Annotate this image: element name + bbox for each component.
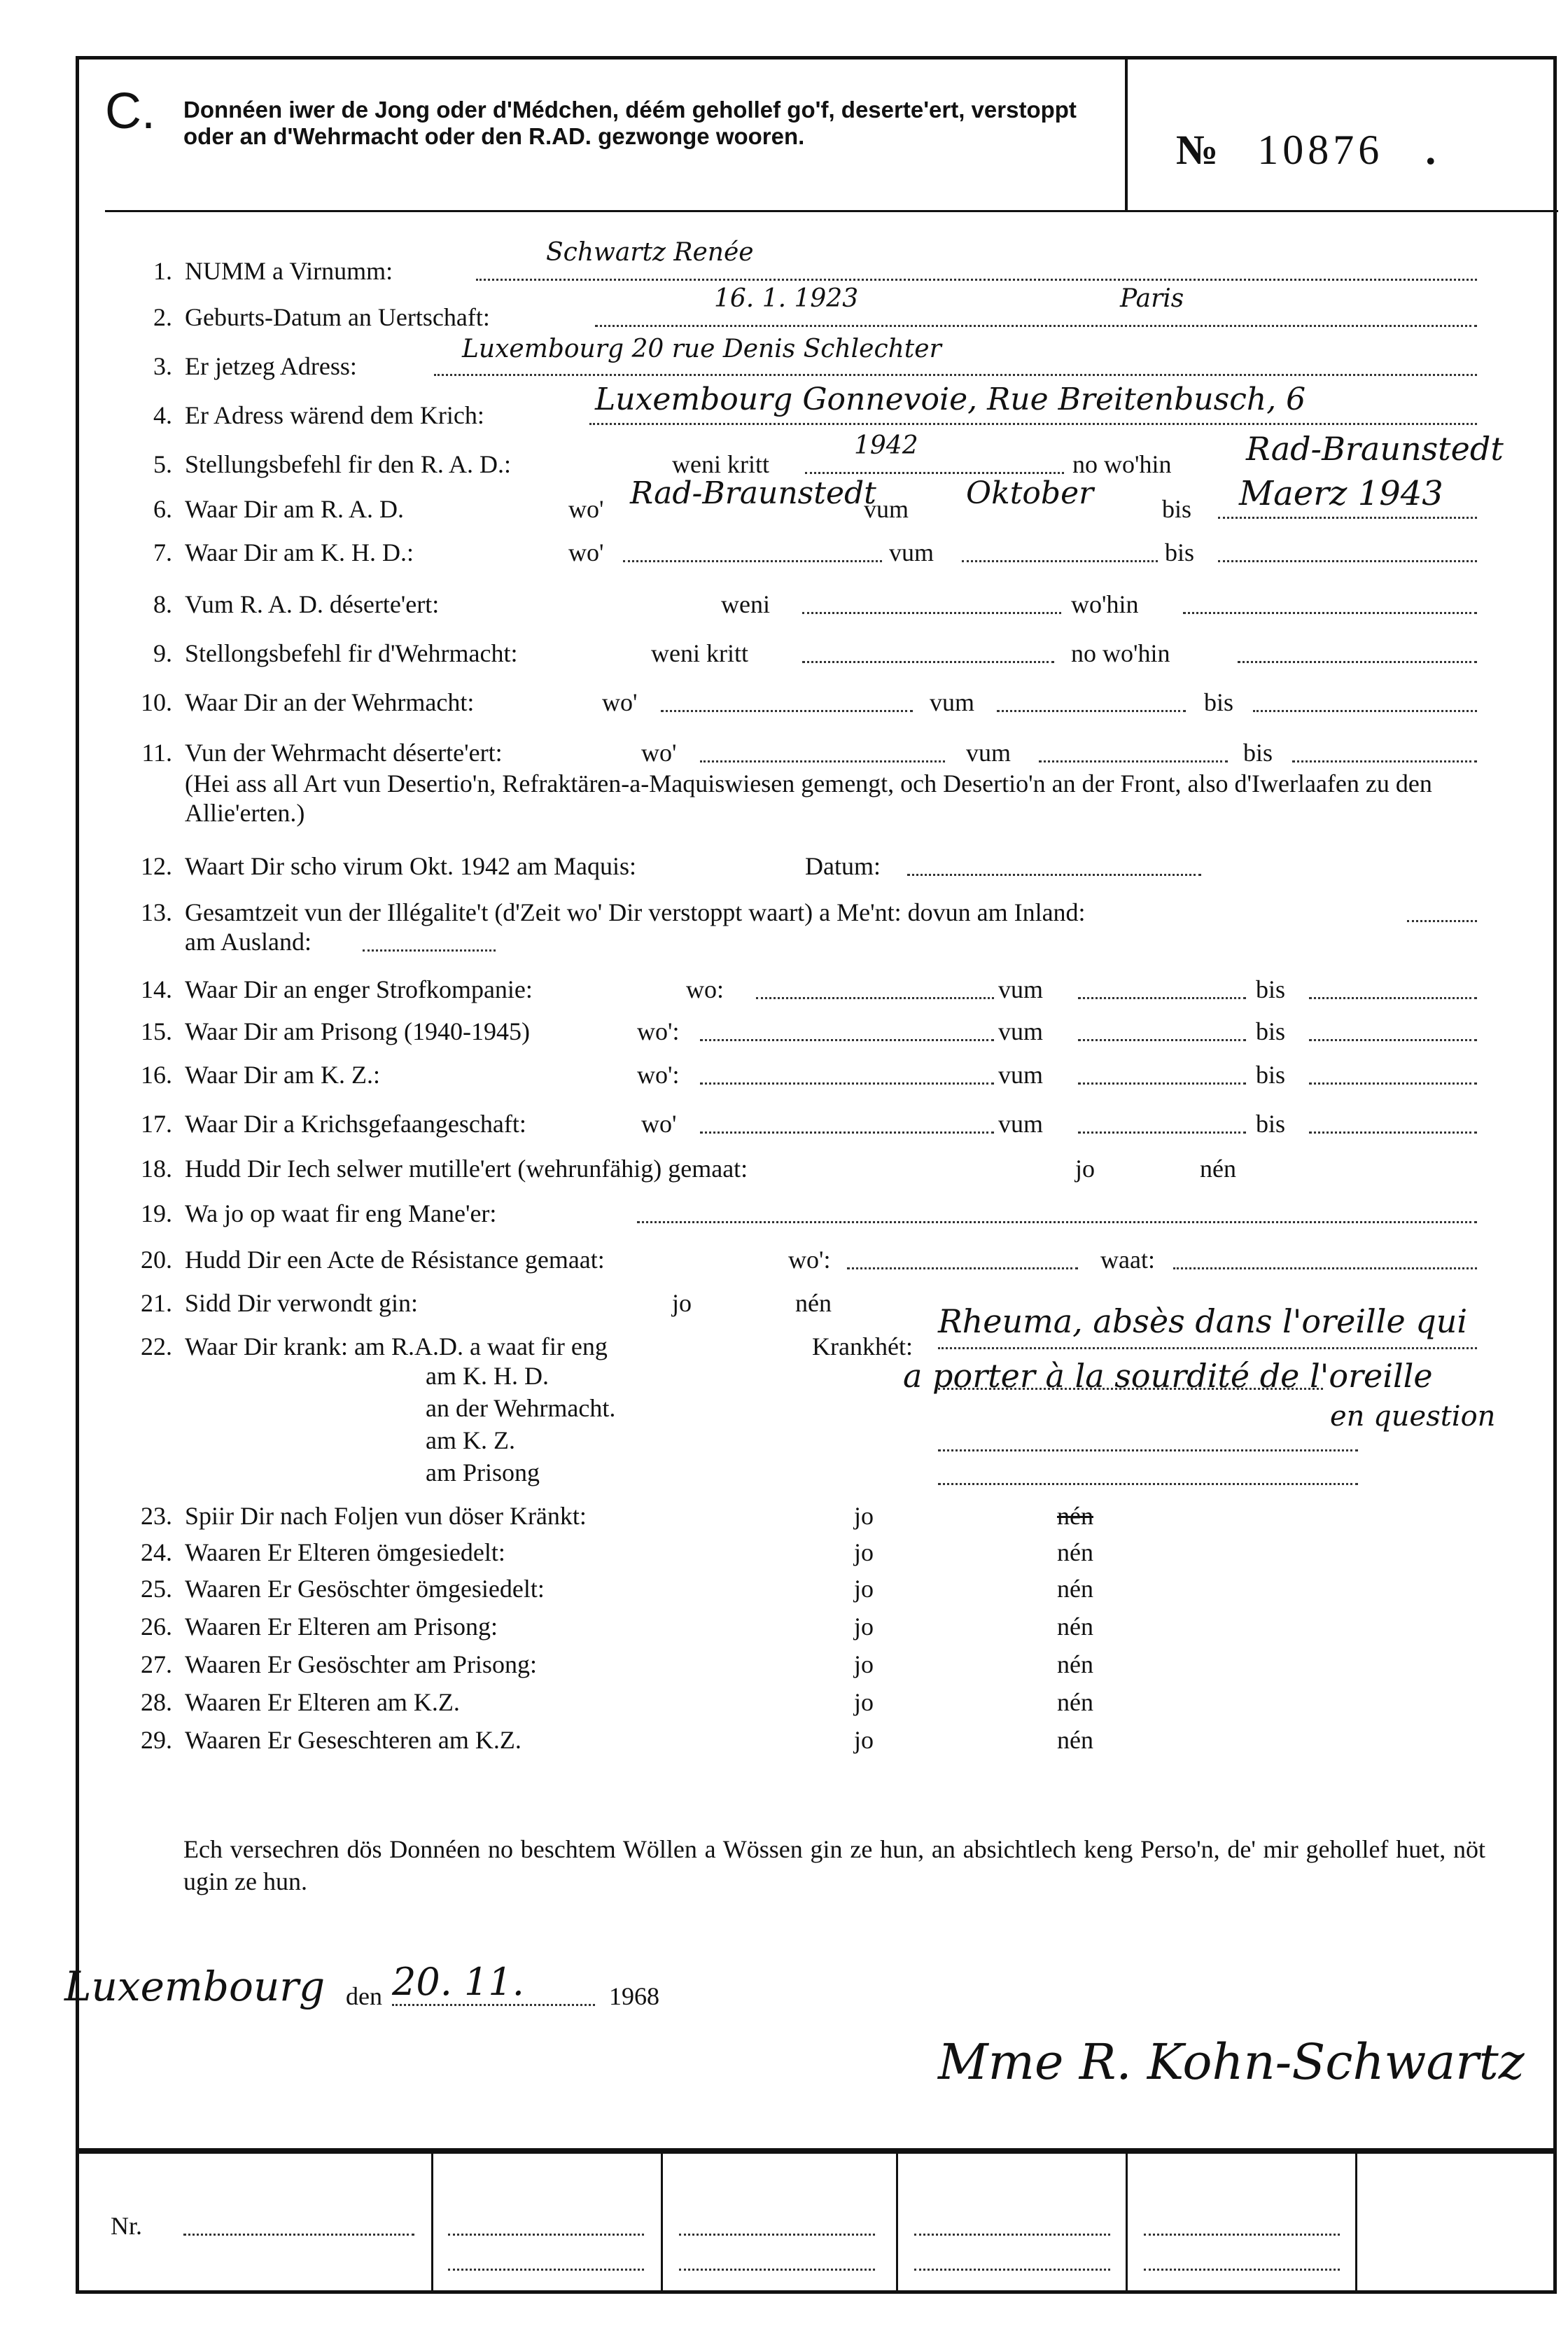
row-12-datum: Datum: bbox=[805, 852, 881, 880]
row-17: 17. Waar Dir a Krichsgefaangeschaft: bbox=[141, 1110, 526, 1138]
address-handwriting: Luxembourg 20 rue Denis Schlechter bbox=[462, 335, 941, 363]
row-27: 27. Waaren Er Gesöschter am Prisong: bbox=[141, 1650, 537, 1678]
row-29-jo[interactable]: jo bbox=[854, 1726, 874, 1754]
footer-nr-line[interactable] bbox=[183, 2234, 414, 2236]
row-8: 8. Vum R. A. D. déserte'ert: bbox=[153, 590, 440, 618]
header-divider bbox=[1125, 57, 1128, 210]
row-21: 21. Sidd Dir verwondt gin: bbox=[141, 1289, 418, 1317]
row-11: 11. Vun der Wehrmacht déserte'ert: bbox=[141, 739, 503, 767]
row-5-weni: weni kritt bbox=[672, 450, 769, 478]
row-9: 9. Stellongsbefehl fir d'Wehrmacht: bbox=[153, 639, 518, 667]
footer-line[interactable] bbox=[679, 2234, 875, 2236]
row-22-prisong: am Prisong bbox=[426, 1458, 540, 1486]
field-line[interactable] bbox=[363, 949, 496, 952]
row-19: 19. Wa jo op waat fir eng Mane'er: bbox=[141, 1199, 497, 1227]
field-line[interactable] bbox=[938, 1483, 1358, 1485]
footer-nr-label: Nr. bbox=[111, 2212, 142, 2240]
row-20: 20. Hudd Dir een Acte de Résistance gemaat: bbox=[141, 1246, 605, 1274]
row-9-weni: weni kritt bbox=[651, 639, 748, 667]
row-21-nen[interactable]: nén bbox=[795, 1289, 832, 1317]
row-24-jo[interactable]: jo bbox=[854, 1538, 874, 1566]
form-title: Donnéen iwer de Jong oder d'Médchen, déém gehollef go'f, deserte'ert, verstoppt oder an d'Wehrmacht oder den R.AD. gezwonge wooren. bbox=[183, 97, 1077, 149]
row-17-wo: wo' bbox=[641, 1110, 677, 1138]
row-16-vum: vum bbox=[998, 1061, 1044, 1089]
row-7-vum: vum bbox=[889, 538, 934, 566]
footer-cell-divider bbox=[431, 2154, 433, 2291]
row-22-krankhet: Krankhét: bbox=[812, 1332, 913, 1360]
row-14: 14. Waar Dir an enger Strofkompanie: bbox=[141, 975, 533, 1003]
row-4: 4. Er Adress wärend dem Krich: bbox=[153, 401, 484, 429]
field-line[interactable] bbox=[434, 374, 1477, 376]
row-17-vum: vum bbox=[998, 1110, 1044, 1138]
row-11-vum: vum bbox=[966, 739, 1011, 767]
birth-place-handwriting: Paris bbox=[1120, 284, 1184, 313]
field-line[interactable] bbox=[1039, 760, 1228, 762]
row-29: 29. Waaren Er Geseschteren am K.Z. bbox=[141, 1726, 522, 1754]
row-17-bis: bis bbox=[1256, 1110, 1286, 1138]
date-line[interactable] bbox=[392, 2004, 595, 2006]
field-line[interactable] bbox=[997, 710, 1186, 712]
birth-date-handwriting: 16. 1. 1923 bbox=[714, 284, 859, 313]
rad-from-handwriting: Oktober bbox=[966, 475, 1094, 511]
row-18: 18. Hudd Dir Iech selwer mutille'ert (wehrunfähig) gemaat: bbox=[141, 1155, 748, 1183]
field-line[interactable] bbox=[938, 1347, 1477, 1349]
field-line[interactable] bbox=[938, 1388, 1323, 1390]
row-10-wo: wo' bbox=[602, 688, 638, 716]
footer-line[interactable] bbox=[679, 2269, 875, 2271]
desertion-note: (Hei ass all Art vun Desertio'n, Refraktären-a-Maquiswiesen gemengt, och Desertio'n an der Front, also d'Iwerlaafen zu den Allie'erten.) bbox=[185, 769, 1432, 827]
footer-line[interactable] bbox=[448, 2269, 644, 2271]
row-25-nen[interactable]: nén bbox=[1057, 1575, 1093, 1603]
field-line[interactable] bbox=[595, 325, 1477, 327]
number-value: 10876 bbox=[1257, 127, 1384, 173]
row-26-nen[interactable]: nén bbox=[1057, 1613, 1093, 1641]
row-5-nowohin: no wo'hin bbox=[1072, 450, 1172, 478]
row-11-bis: bis bbox=[1243, 739, 1273, 767]
rad-place-handwriting: Rad-Braunstedt bbox=[1246, 430, 1504, 468]
row-8-weni: weni bbox=[721, 590, 770, 618]
row-14-wo: wo: bbox=[686, 975, 724, 1003]
number-dot: . bbox=[1425, 127, 1436, 173]
field-line[interactable] bbox=[847, 1267, 1078, 1269]
footer-line[interactable] bbox=[914, 2269, 1110, 2271]
row-23: 23. Spiir Dir nach Foljen vun döser Kränkt: bbox=[141, 1502, 587, 1530]
row-6-bis: bis bbox=[1162, 495, 1192, 523]
row-10-vum: vum bbox=[930, 688, 975, 716]
den-label: den bbox=[346, 1982, 382, 2010]
row-6-vum: vum bbox=[864, 495, 909, 523]
field-line[interactable] bbox=[1292, 760, 1477, 762]
row-25-jo[interactable]: jo bbox=[854, 1575, 874, 1603]
row-7-bis: bis bbox=[1165, 538, 1195, 566]
field-line[interactable] bbox=[1218, 560, 1477, 562]
field-line[interactable] bbox=[1309, 997, 1477, 999]
row-14-bis: bis bbox=[1256, 975, 1286, 1003]
section-letter: C. bbox=[105, 83, 155, 139]
field-line[interactable] bbox=[1183, 612, 1477, 614]
field-line[interactable] bbox=[1078, 997, 1246, 999]
row-15-vum: vum bbox=[998, 1017, 1044, 1045]
field-line[interactable] bbox=[1238, 661, 1477, 663]
field-line[interactable] bbox=[700, 1082, 994, 1085]
row-29-nen[interactable]: nén bbox=[1057, 1726, 1093, 1754]
row-28-nen[interactable]: nén bbox=[1057, 1688, 1093, 1716]
row-26: 26. Waaren Er Elteren am Prisong: bbox=[141, 1613, 498, 1641]
row-22-wehrmacht: an der Wehrmacht. bbox=[426, 1394, 616, 1422]
place-handwriting: Luxembourg bbox=[64, 1963, 326, 2010]
field-line[interactable] bbox=[700, 1039, 994, 1041]
field-line[interactable] bbox=[1218, 517, 1477, 519]
signature: Mme R. Kohn-Schwartz bbox=[938, 2033, 1525, 2091]
illness-handwriting-3: en question bbox=[1330, 1400, 1496, 1433]
row-27-jo[interactable]: jo bbox=[854, 1650, 874, 1678]
row-13-ausland: am Ausland: bbox=[185, 928, 312, 956]
row-5: 5. Stellungsbefehl fir den R. A. D.: bbox=[153, 450, 511, 478]
row-6: 6. Waar Dir am R. A. D. bbox=[153, 495, 405, 523]
row-10-bis: bis bbox=[1204, 688, 1234, 716]
field-line[interactable] bbox=[1407, 920, 1477, 922]
footer-line[interactable] bbox=[448, 2234, 644, 2236]
row-18-jo[interactable]: jo bbox=[1075, 1155, 1096, 1183]
row-18-nen[interactable]: nén bbox=[1200, 1155, 1236, 1183]
row-28: 28. Waaren Er Elteren am K.Z. bbox=[141, 1688, 460, 1716]
field-line[interactable] bbox=[1253, 710, 1477, 712]
field-line[interactable] bbox=[1309, 1131, 1477, 1134]
footer-line[interactable] bbox=[914, 2234, 1110, 2236]
footer-line[interactable] bbox=[1144, 2234, 1340, 2236]
field-line[interactable] bbox=[476, 279, 1477, 281]
field-line[interactable] bbox=[907, 874, 1201, 876]
field-line[interactable] bbox=[1309, 1082, 1477, 1085]
footer-cell-divider bbox=[896, 2154, 898, 2291]
row-7-wo: wo' bbox=[568, 538, 604, 566]
number-sign: № bbox=[1176, 127, 1219, 173]
illness-handwriting-1: Rheuma, absès dans l'oreille qui bbox=[938, 1302, 1468, 1340]
row-2: 2. Geburts-Datum an Uertschaft: bbox=[153, 303, 490, 331]
field-line[interactable] bbox=[805, 472, 1064, 474]
rad-to-handwriting: Maerz 1943 bbox=[1239, 474, 1443, 513]
field-line[interactable] bbox=[1173, 1267, 1477, 1269]
field-line[interactable] bbox=[637, 1221, 1477, 1223]
field-line[interactable] bbox=[1078, 1131, 1246, 1134]
wartime-address-handwriting: Luxembourg Gonnevoie, Rue Breitenbusch, 6 bbox=[595, 382, 1306, 417]
row-22-khd: am K. H. D. bbox=[426, 1362, 549, 1390]
field-line[interactable] bbox=[802, 661, 1054, 663]
year-label: 1968 bbox=[609, 1982, 659, 2010]
field-line[interactable] bbox=[938, 1449, 1358, 1451]
illness-handwriting-2: a porter à la sourdité de l'oreille bbox=[903, 1357, 1433, 1395]
name-handwriting: Schwartz Renée bbox=[546, 238, 754, 267]
rad-station-handwriting: Rad-Braunstedt bbox=[630, 475, 876, 511]
field-line[interactable] bbox=[623, 560, 882, 562]
footer-line[interactable] bbox=[1144, 2269, 1340, 2271]
row-28-jo[interactable]: jo bbox=[854, 1688, 874, 1716]
field-line[interactable] bbox=[700, 760, 945, 762]
row-25: 25. Waaren Er Gesöschter ömgesiedelt: bbox=[141, 1575, 545, 1603]
row-20-waat: waat: bbox=[1100, 1246, 1155, 1274]
row-16-wo: wo': bbox=[637, 1061, 680, 1089]
row-22-kz: am K. Z. bbox=[426, 1426, 515, 1454]
field-line[interactable] bbox=[962, 560, 1158, 562]
row-21-jo[interactable]: jo bbox=[672, 1289, 692, 1317]
field-line[interactable] bbox=[661, 710, 913, 712]
row-27-nen[interactable]: nén bbox=[1057, 1650, 1093, 1678]
row-15-wo: wo': bbox=[637, 1017, 680, 1045]
row-10: 10. Waar Dir an der Wehrmacht: bbox=[141, 688, 475, 716]
row-22: 22. Waar Dir krank: am R.A.D. a waat fir eng bbox=[141, 1332, 608, 1360]
row-26-jo[interactable]: jo bbox=[854, 1613, 874, 1641]
footer-cell-divider bbox=[661, 2154, 663, 2291]
field-line[interactable] bbox=[1078, 1039, 1246, 1041]
row-16: 16. Waar Dir am K. Z.: bbox=[141, 1061, 380, 1089]
row-12: 12. Waart Dir scho virum Okt. 1942 am Maquis: bbox=[141, 852, 636, 880]
row-9-nowohin: no wo'hin bbox=[1071, 639, 1170, 667]
row-6-wo: wo' bbox=[568, 495, 604, 523]
date-handwriting: 20. 11. bbox=[392, 1960, 524, 2004]
row-15: 15. Waar Dir am Prisong (1940-1945) bbox=[141, 1017, 530, 1045]
declaration-text: Ech versechren dös Donnéen no beschtem Wöllen a Wössen gin ze hun, an absichtlech keng Perso'n, de' mir gehollef huet, nöt ugin ze hun. bbox=[183, 1835, 1485, 1895]
row-16-bis: bis bbox=[1256, 1061, 1286, 1089]
header-rule bbox=[105, 210, 1558, 212]
row-24-nen[interactable]: nén bbox=[1057, 1538, 1093, 1566]
field-line[interactable] bbox=[1309, 1039, 1477, 1041]
row-15-bis: bis bbox=[1256, 1017, 1286, 1045]
field-line[interactable] bbox=[700, 1131, 994, 1134]
row-11-wo: wo' bbox=[641, 739, 677, 767]
form-number bbox=[1176, 126, 1436, 174]
row-8-wohin: wo'hin bbox=[1071, 590, 1139, 618]
row-3: 3. Er jetzeg Adress: bbox=[153, 352, 357, 380]
footer-cell-divider bbox=[1126, 2154, 1128, 2291]
field-line[interactable] bbox=[802, 612, 1061, 614]
row-7: 7. Waar Dir am K. H. D.: bbox=[153, 538, 414, 566]
field-line[interactable] bbox=[1078, 1082, 1246, 1085]
row-13: 13. Gesamtzeit vun der Illégalite't (d'Zeit wo' Dir verstoppt waart) a Me'nt: dovun am Inland: bbox=[141, 898, 1086, 926]
row-23-jo[interactable]: jo bbox=[854, 1502, 874, 1530]
row-1: 1. NUMM a Virnumm: bbox=[153, 257, 393, 285]
footer-rule bbox=[78, 2148, 1555, 2154]
row-23-nen-struck[interactable]: nén bbox=[1057, 1502, 1093, 1530]
row-14-vum: vum bbox=[998, 975, 1044, 1003]
row-24: 24. Waaren Er Elteren ömgesiedelt: bbox=[141, 1538, 505, 1566]
field-line[interactable] bbox=[756, 997, 994, 999]
row-label: NUMM a Virnumm: bbox=[185, 257, 393, 285]
footer-cell-divider bbox=[1355, 2154, 1357, 2291]
field-line[interactable] bbox=[589, 423, 1477, 425]
row-20-wo: wo': bbox=[788, 1246, 831, 1274]
rad-year-handwriting: 1942 bbox=[854, 431, 918, 460]
